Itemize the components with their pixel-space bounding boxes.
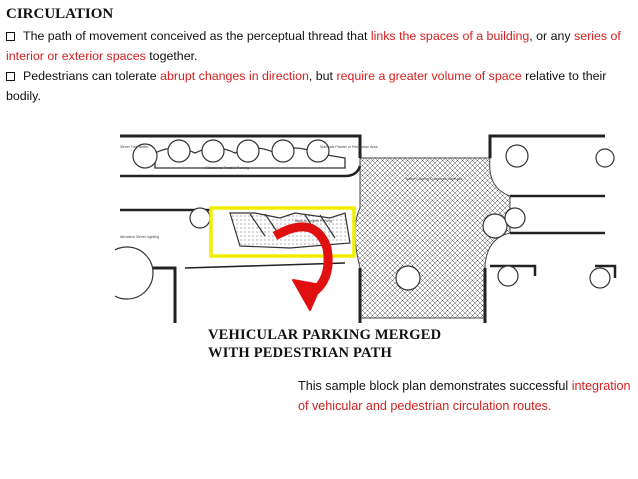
bullet-2-text-c: , but [308,69,337,83]
bullet-pedestrians [6,66,632,106]
label-street-tree-buffer: Street Tree Buffer [120,145,149,149]
label-parallel-parking: Occasional Parallel Parking [205,166,249,170]
label-sidewalk-planter: Sidewalk Planter or Pedestrian Area [320,145,378,149]
site-block-plan [115,118,625,333]
label-crosswalk: Traffic Calming Crosswalk Materials [405,177,463,181]
bullet-1-text-a: The path of movement conceived as the perceptual thread that [23,29,371,43]
note-text-a: This sample block plan demonstrates successful [298,379,572,393]
bullet-1-text-b: links the spaces of a building [370,29,530,43]
bullet-2-text-d: require a greater volume of space [336,69,522,83]
bullet-1-text-c: , or any [529,29,575,43]
intersection-crosswalk [355,158,510,318]
note-text-b: integration of vehicular and pedestrian circulation routes. [298,379,631,413]
curb-bottom-left [185,263,345,268]
bullet-2-text-a: Pedestrians can tolerate [23,69,161,83]
bullet-1-text-d: series of interior or exterior spaces [6,29,621,63]
label-angled-parking: Back-in Angled Parking [295,219,333,223]
checkbox-bullet-icon [6,72,15,81]
bullet-1-text-e: together. [145,49,198,63]
bullet-2-text-e: relative to their bodily. [6,69,607,103]
bullet-2-text-b: abrupt changes in direction [160,69,309,83]
checkbox-bullet-icon [6,32,15,41]
label-street-lighting: Attractive Street Lighting [120,235,160,239]
block-plan-note [298,376,634,416]
plan-caption: VEHICULAR PARKING MERGED WITH PEDESTRIAN PATH [208,327,442,361]
slide-title: CIRCULATION [6,6,114,22]
bullet-movement [6,26,632,66]
